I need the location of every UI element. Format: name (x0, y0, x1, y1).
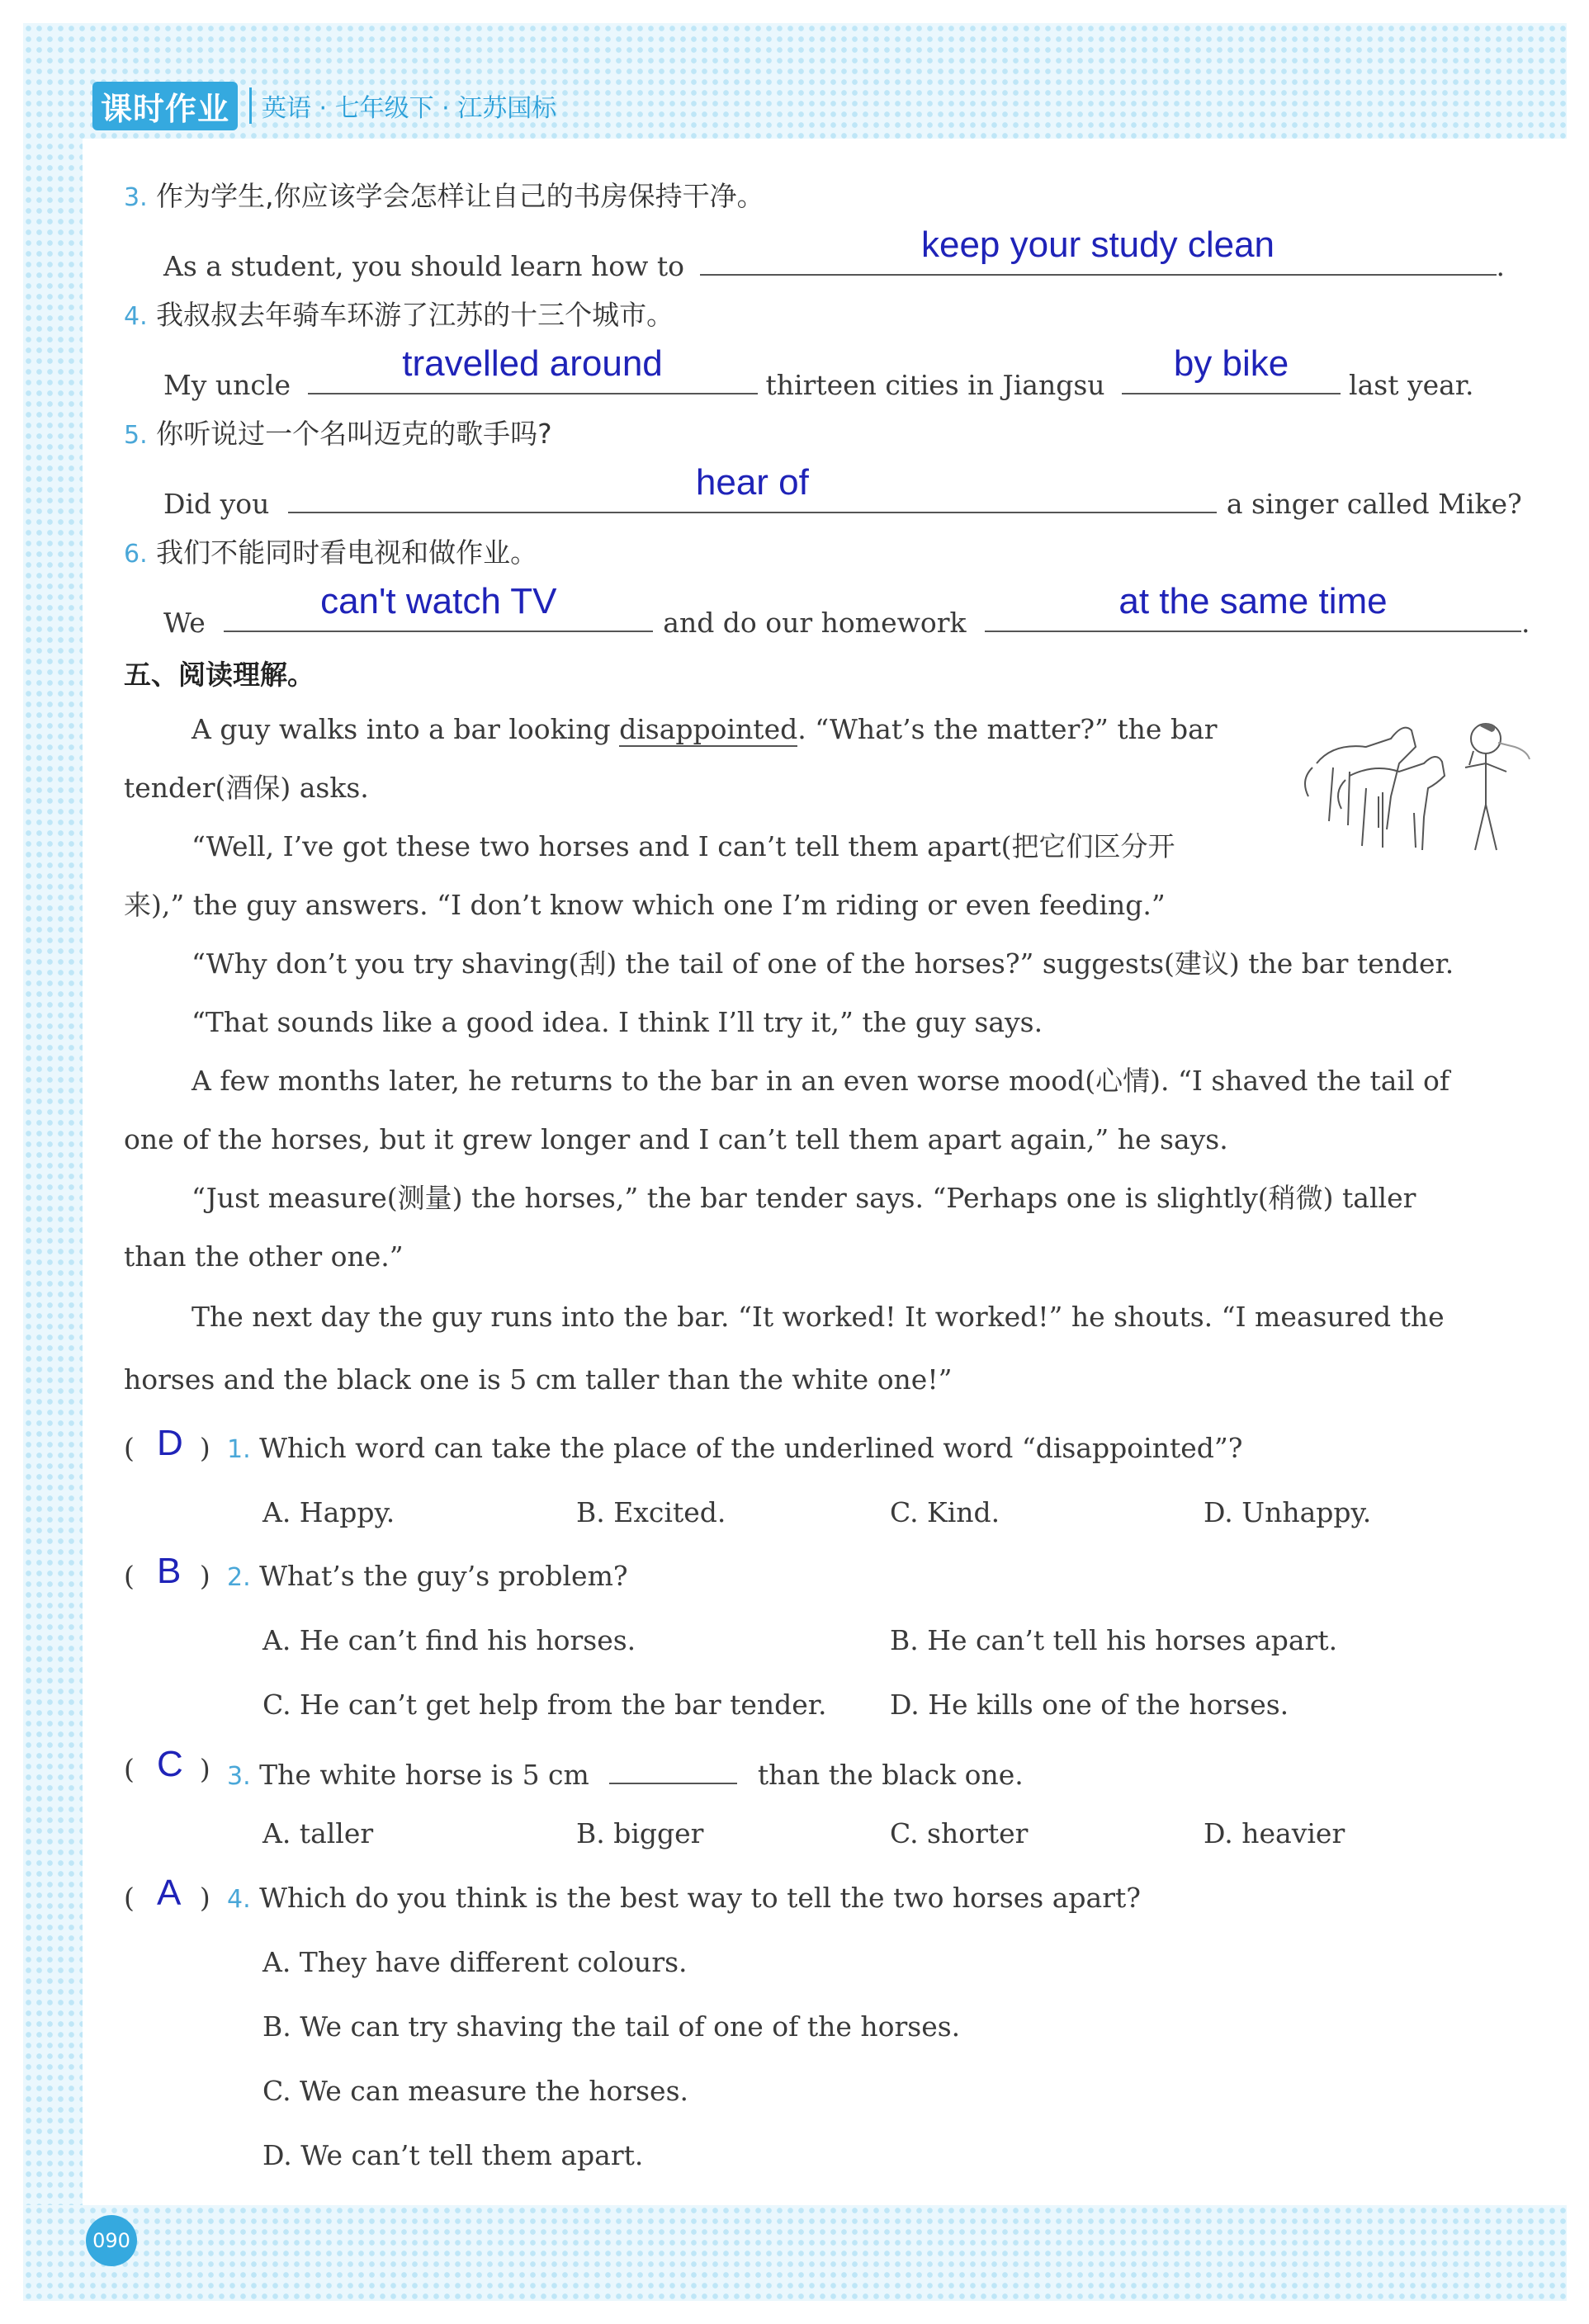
q3-handwritten-choice: C (157, 1744, 183, 1784)
item-6-chinese (124, 531, 537, 570)
q2-handwritten-choice: B (157, 1551, 182, 1591)
passage-para-1: A guy walks into a bar looking disappointed. “What’s the matter?” the bar (192, 713, 1218, 745)
section-title: 五、阅读理解。 (124, 659, 314, 691)
sentence-start: We (163, 607, 206, 639)
q4-option-c[interactable]: C. We can measure the horses. (262, 2075, 688, 2107)
q2-option-d[interactable]: D. He kills one of the horses. (890, 1689, 1289, 1721)
handwritten-answer-2: at the same time (1118, 581, 1388, 621)
sentence-start: As a student, you should learn how to (163, 250, 685, 282)
handwritten-answer: can't watch TV (320, 581, 557, 621)
answer-blank-2[interactable] (985, 581, 1521, 632)
item-number: 4. (124, 302, 148, 331)
book-subtitle: 英语 · 七年级下 · 江苏国标 (249, 87, 556, 124)
answer-blank[interactable] (224, 581, 653, 632)
passage-para-7-cont: horses and the black one is 5 cm taller than the white one!” (124, 1363, 953, 1396)
item-5-chinese (124, 413, 552, 451)
item-chinese-text: 你听说过一个名叫迈克的歌手吗? (156, 418, 552, 450)
sentence-end: . (1496, 250, 1506, 282)
q4-stem: 4. Which do you think is the best way to tell the two horses apart? (227, 1882, 1141, 1914)
sentence-start: My uncle (163, 369, 291, 401)
passage-para-2-cont: 来),” the guy answers. “I don’t know which one I’m riding or even feeding.” (124, 889, 1166, 921)
item-5-english (163, 462, 1522, 520)
sentence-start: Did you (163, 488, 270, 520)
q3-stem: 3. The white horse is 5 cm than the black one. (227, 1753, 1024, 1791)
handwritten-answer-2: by bike (1173, 343, 1289, 384)
q2-option-a[interactable]: A. He can’t find his horses. (262, 1624, 636, 1656)
decor-dots-bottom (23, 2205, 1567, 2301)
handwritten-answer: keep your study clean (920, 224, 1275, 265)
handwritten-answer: hear of (695, 462, 809, 503)
q3-option-b[interactable]: B. bigger (576, 1817, 704, 1849)
q4-option-d[interactable]: D. We can’t tell them apart. (262, 2139, 644, 2171)
sentence-end: . (1521, 607, 1530, 639)
q3-option-c[interactable]: C. shorter (890, 1817, 1029, 1849)
item-chinese-text: 我们不能同时看电视和做作业。 (156, 536, 538, 569)
passage-para-3: “Why don’t you try shaving(刮) the tail of one of the horses?” suggests(建议) the bar tender. (192, 947, 1454, 980)
q2-answer-paren: ( ) (124, 1560, 210, 1592)
underlined-word: disappointed (619, 713, 798, 745)
q3-blank[interactable] (609, 1753, 737, 1784)
item-chinese-text: 我叔叔去年骑车环游了江苏的十三个城市。 (156, 299, 674, 331)
item-4-chinese (124, 294, 674, 333)
q1-option-d[interactable]: D. Unhappy. (1204, 1496, 1372, 1528)
passage-para-1-cont: tender(酒保) asks. (124, 772, 369, 804)
q3-option-d[interactable]: D. heavier (1204, 1817, 1345, 1849)
item-4-english (163, 343, 1474, 401)
book-logo: 课时作业 (92, 82, 238, 130)
q1-option-c[interactable]: C. Kind. (890, 1496, 1000, 1528)
passage-para-7: The next day the guy runs into the bar. “It worked! It worked!” he shouts. “I measured the (192, 1301, 1445, 1333)
q4-option-b[interactable]: B. We can try shaving the tail of one of the horses. (262, 2010, 961, 2043)
item-3-english (163, 224, 1506, 282)
q4-handwritten-choice: A (157, 1873, 182, 1913)
answer-blank[interactable] (288, 462, 1217, 513)
reading-passage (124, 700, 1527, 1412)
q4-option-a[interactable]: A. They have different colours. (262, 1946, 688, 1978)
answer-blank[interactable] (308, 343, 758, 394)
q2-option-b[interactable]: B. He can’t tell his horses apart. (890, 1624, 1338, 1656)
q2-stem: 2. What’s the guy’s problem? (227, 1560, 628, 1592)
q1-option-b[interactable]: B. Excited. (576, 1496, 726, 1528)
passage-para-4: “That sounds like a good idea. I think I’ll try it,” the guy says. (192, 1006, 1043, 1038)
q1-stem: 1. Which word can take the place of the underlined word “disappointed”? (227, 1432, 1243, 1464)
passage-para-2: “Well, I’ve got these two horses and I can’t tell them apart(把它们区分开 (192, 830, 1175, 862)
item-number: 3. (124, 183, 148, 212)
passage-para-5-cont: one of the horses, but it grew longer and I can’t tell them apart again,” he says. (124, 1123, 1228, 1155)
sentence-middle: thirteen cities in Jiangsu (765, 369, 1105, 401)
q3-answer-paren: ( ) (124, 1753, 210, 1785)
answer-blank[interactable] (700, 224, 1497, 276)
decor-dots-left (23, 23, 83, 2301)
q1-option-a[interactable]: A. Happy. (262, 1496, 395, 1528)
item-number: 6. (124, 540, 148, 569)
item-3-chinese (124, 175, 764, 214)
sentence-end: last year. (1349, 369, 1474, 401)
q1-handwritten-choice: D (157, 1423, 183, 1463)
handwritten-answer: travelled around (402, 343, 663, 384)
sentence-end: a singer called Mike? (1226, 488, 1522, 520)
q1-answer-paren: ( ) (124, 1432, 210, 1464)
q4-answer-paren: ( ) (124, 1882, 210, 1914)
item-6-english (163, 581, 1530, 639)
answer-blank-2[interactable] (1122, 343, 1341, 394)
sentence-middle: and do our homework (663, 607, 967, 639)
passage-para-6: “Just measure(测量) the horses,” the bar tender says. “Perhaps one is slightly(稍微) taller (192, 1182, 1416, 1214)
q2-option-c[interactable]: C. He can’t get help from the bar tender. (262, 1689, 827, 1721)
page-number: 090 (86, 2215, 137, 2266)
item-chinese-text: 作为学生,你应该学会怎样让自己的书房保持干净。 (156, 180, 764, 212)
q3-option-a[interactable]: A. taller (262, 1817, 374, 1849)
passage-para-5: A few months later, he returns to the bar in an even worse mood(心情). “I shaved the tail of (192, 1065, 1450, 1097)
page-header (92, 83, 556, 129)
passage-para-6-cont: than the other one.” (124, 1240, 404, 1273)
item-number: 5. (124, 421, 148, 450)
